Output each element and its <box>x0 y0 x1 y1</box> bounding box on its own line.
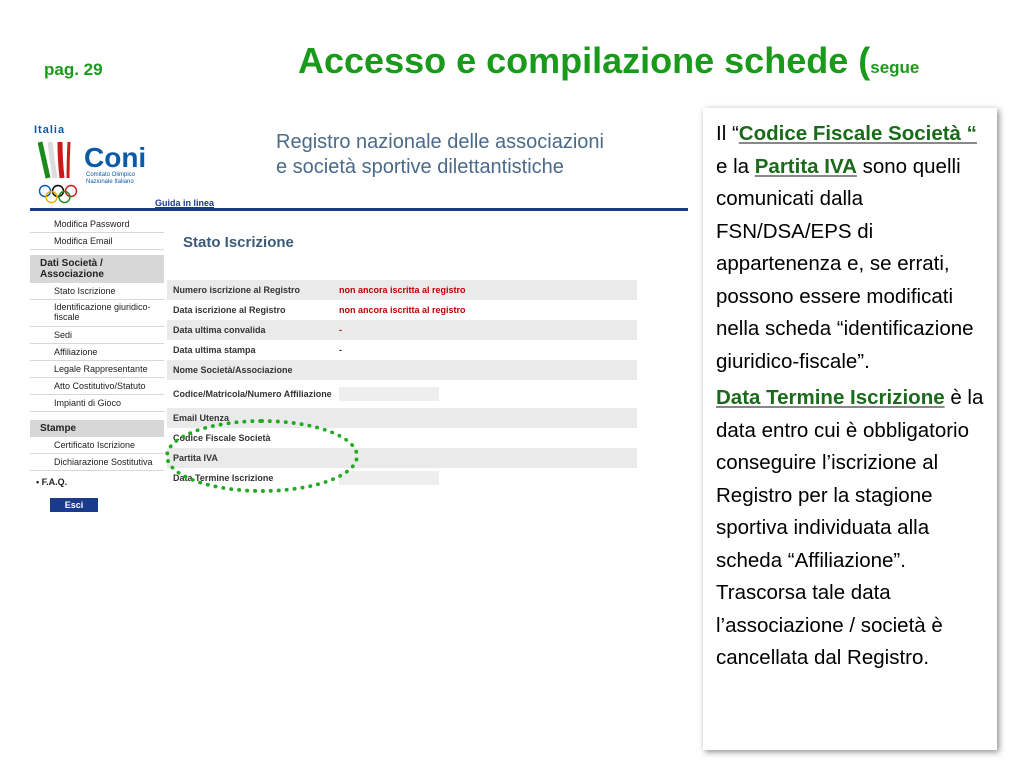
sidebar-item-stato-iscrizione[interactable]: Stato Iscrizione <box>30 283 164 300</box>
paragraph-codice-fiscale <box>716 118 988 378</box>
row-value-field <box>339 387 439 401</box>
slide-title-suffix: segue <box>870 58 920 77</box>
table-row <box>167 380 637 408</box>
sidebar-section-dati: Dati Società / Associazione <box>30 255 164 283</box>
logo-subtitle-line2: Nazionale Italiano <box>86 179 134 185</box>
table-row <box>167 300 637 320</box>
row-label: Codice Fiscale Società <box>173 433 271 443</box>
row-value: non ancora iscritta al registro <box>339 285 466 295</box>
paragraph-data-termine <box>716 382 988 675</box>
row-label: Data ultima convalida <box>173 325 266 335</box>
row-label: Data ultima stampa <box>173 345 256 355</box>
registry-title <box>276 130 604 180</box>
row-value-field <box>339 471 439 485</box>
sidebar <box>30 216 164 491</box>
registry-title-line2: e società sportive dilettantistiche <box>276 156 564 178</box>
logo-subtitle-line1: Comitato Olimpico <box>86 172 136 178</box>
sidebar-item-modifica-password[interactable]: Modifica Password <box>30 216 164 233</box>
logo-italia-text: Italia <box>34 124 66 136</box>
faq-label: F.A.Q. <box>41 477 68 487</box>
row-label: Nome Società/Associazione <box>173 365 293 375</box>
row-label: Data Termine Iscrizione <box>173 473 274 483</box>
coni-logo <box>34 124 164 206</box>
row-label: Data iscrizione al Registro <box>173 305 286 315</box>
row-label: Codice/Matricola/Numero Affiliazione <box>173 389 332 399</box>
slide-title <box>298 40 919 82</box>
section-heading: Stato Iscrizione <box>183 234 294 251</box>
sidebar-item-legale-rappresentante[interactable]: Legale Rappresentante <box>30 361 164 378</box>
esci-button[interactable]: Esci <box>50 498 98 512</box>
row-value: - <box>339 345 342 355</box>
sidebar-section-stampe: Stampe <box>30 420 164 437</box>
text-body: sono quelli comunicati dalla FSN/DSA/EPS di appartenenza e, se errati, possono essere modificati nella scheda “identificazione giuridico-fiscale”. <box>716 154 974 373</box>
guida-in-linea-link[interactable]: Guida in linea <box>155 198 215 208</box>
logo-subtitle <box>86 172 146 186</box>
registry-title-line1: Registro nazionale delle associazioni <box>276 131 604 153</box>
table-row <box>167 360 637 380</box>
table-row <box>167 340 637 360</box>
highlight-oval <box>165 419 359 493</box>
sidebar-item-dichiarazione[interactable]: Dichiarazione Sostitutiva <box>30 454 164 471</box>
explanation-text <box>716 118 988 675</box>
table-row <box>167 280 637 300</box>
text-connector: e la <box>716 154 755 178</box>
sidebar-item-impianti[interactable]: Impianti di Gioco <box>30 395 164 412</box>
slide-title-main: Accesso e compilazione schede ( <box>298 40 871 81</box>
highlight-partita-iva: Partita IVA <box>754 154 857 178</box>
header-divider <box>30 208 688 211</box>
row-value: non ancora iscritta al registro <box>339 305 466 315</box>
table-row <box>167 320 637 340</box>
sidebar-item-affiliazione[interactable]: Affiliazione <box>30 344 164 361</box>
sidebar-item-modifica-email[interactable]: Modifica Email <box>30 233 164 250</box>
sidebar-item-faq[interactable]: • F.A.Q. <box>36 477 68 487</box>
flag-icon <box>38 140 72 180</box>
highlight-codice-fiscale: Codice Fiscale Società “ <box>738 122 977 145</box>
sidebar-item-atto-costitutivo[interactable]: Atto Costitutivo/Statuto <box>30 378 164 395</box>
highlight-data-termine: Data Termine Iscrizione <box>716 386 945 409</box>
explanation-box <box>703 108 997 750</box>
page-number: pag. 29 <box>44 60 103 79</box>
sidebar-item-sedi[interactable]: Sedi <box>30 327 164 344</box>
text-body: è la data entro cui è obbligatorio conseguire l’iscrizione al Registro per la stagione sportiva individuata alla scheda “Affiliazione”. Trascorsa tale data l’associazione / società è cancellata dal Registro. <box>716 386 984 669</box>
sidebar-item-identificazione[interactable]: Identificazione giuridico-fiscale <box>30 300 164 327</box>
row-label: Numero iscrizione al Registro <box>173 285 301 295</box>
registry-screenshot <box>30 112 690 512</box>
row-label: Partita IVA <box>173 453 218 463</box>
olympic-rings-icon <box>38 184 78 206</box>
row-value: - <box>339 325 342 335</box>
row-label: Email Utenza <box>173 413 230 423</box>
logo-coni-text: Coni <box>84 142 147 173</box>
sidebar-item-certificato[interactable]: Certificato Iscrizione <box>30 437 164 454</box>
text-intro: Il “ <box>716 122 739 145</box>
